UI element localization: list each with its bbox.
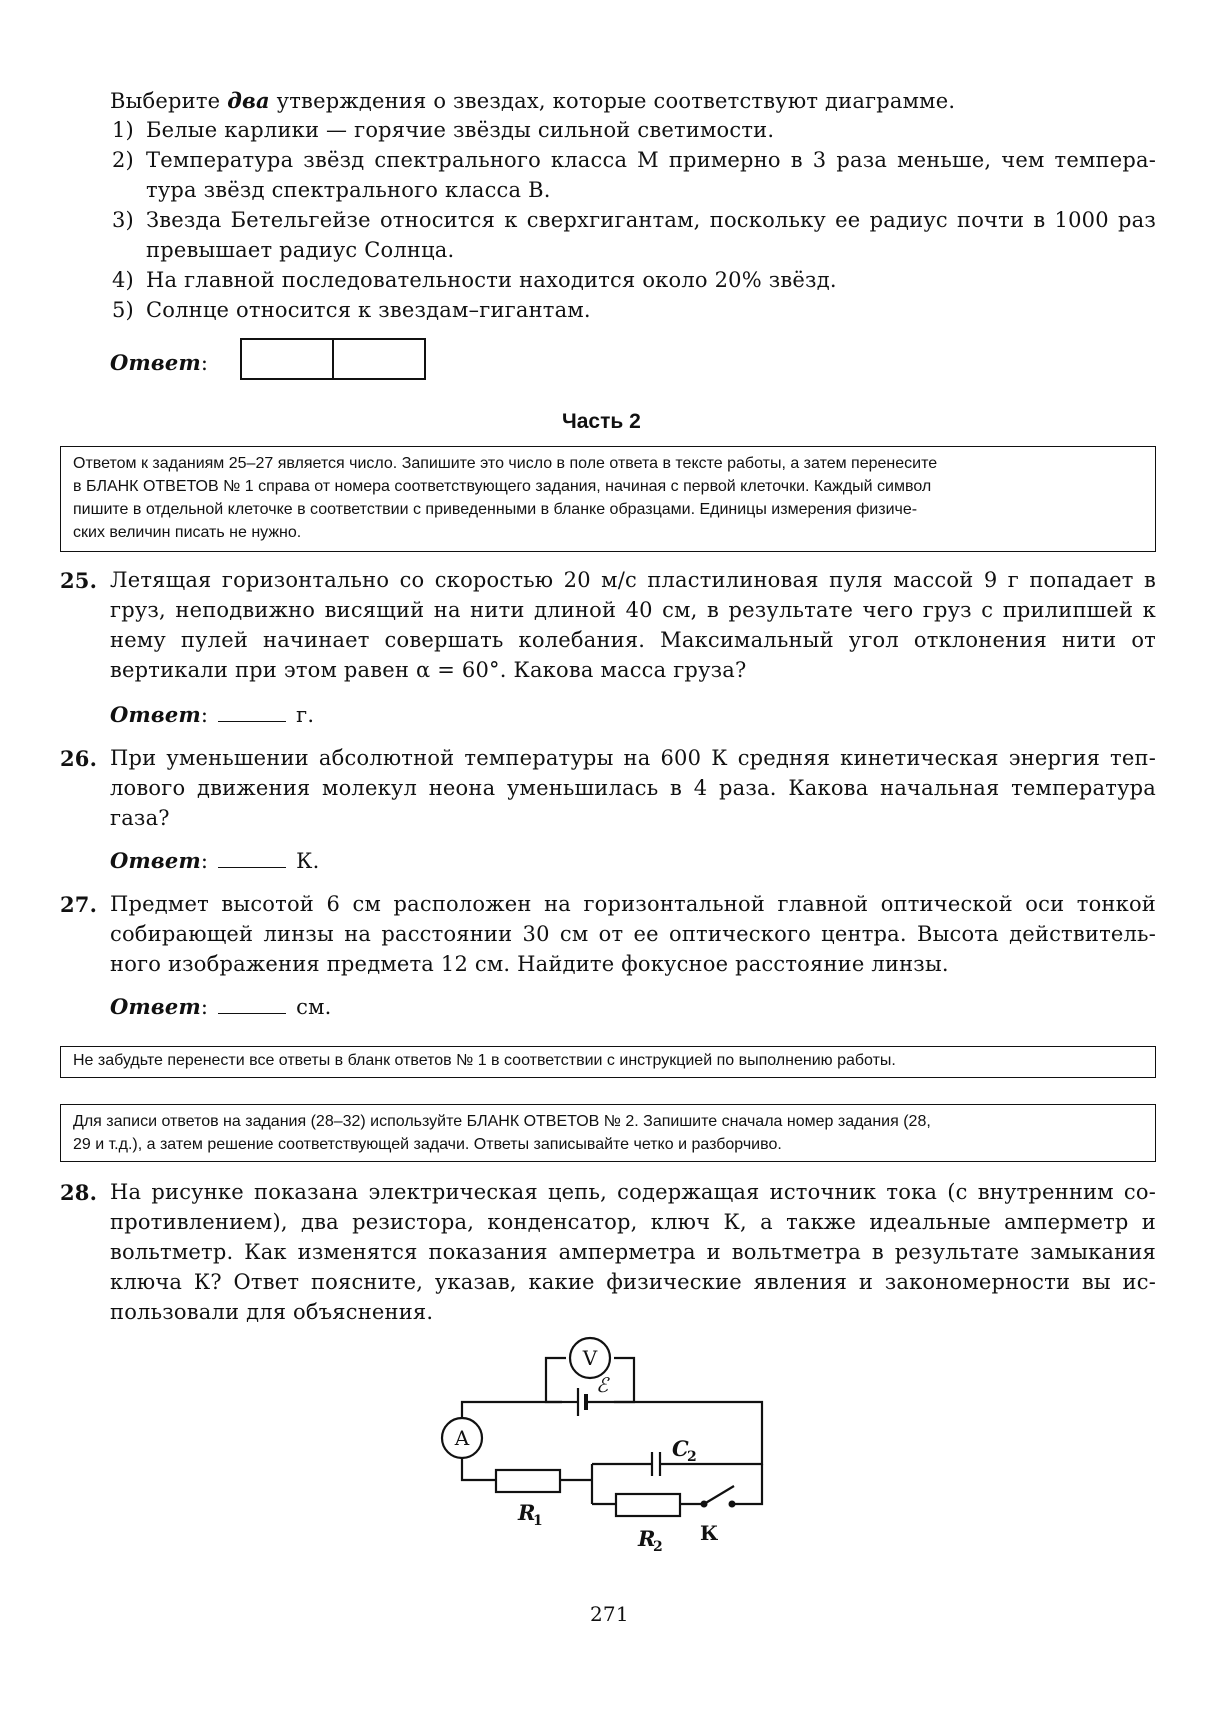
problem-number: 26. bbox=[60, 746, 98, 771]
option-number: 5) bbox=[112, 298, 134, 322]
problem-text: лового движения молекул неона уменьшилась в 4 раза. Какова начальная температура bbox=[110, 776, 1156, 800]
r1-label: R bbox=[518, 1500, 536, 1525]
r2-subscript: 2 bbox=[653, 1539, 663, 1555]
answer-blank[interactable] bbox=[218, 703, 286, 722]
option-text: Белые карлики — горячие звёзды сильной светимости. bbox=[146, 118, 775, 142]
instruction-box bbox=[60, 446, 1156, 552]
problem-text: Летящая горизонтально со скоростью 20 м/с пластилиновая пуля массой 9 г попадает в bbox=[110, 568, 1156, 592]
option-text: превышает радиус Солнца. bbox=[146, 238, 455, 262]
option-text: Звезда Бетельгейзе относится к сверхгигантам, поскольку ее радиус почти в 1000 раз bbox=[146, 208, 1156, 232]
option-number: 4) bbox=[112, 268, 134, 292]
answer-line: Ответ: см. bbox=[110, 994, 332, 1019]
circuit-diagram bbox=[400, 1330, 800, 1590]
key-contact-dot bbox=[729, 1501, 736, 1508]
wire-voltmeter-right bbox=[614, 1358, 634, 1402]
problem-number: 28. bbox=[60, 1180, 98, 1205]
capacitor-label: C bbox=[672, 1436, 689, 1461]
question-intro: Выберите два утверждения о звездах, которые соответствуют диаграмме. bbox=[110, 88, 956, 113]
voltmeter-label: V bbox=[582, 1346, 598, 1370]
option-text: Температура звёзд спектрального класса М примерно в 3 раза меньше, чем темпера- bbox=[146, 148, 1156, 172]
capacitor-subscript: 2 bbox=[687, 1449, 697, 1465]
emf-label: ℰ bbox=[596, 1373, 609, 1397]
r1-subscript: 1 bbox=[533, 1513, 543, 1529]
resistor-r1 bbox=[496, 1470, 560, 1492]
key-contact-dot bbox=[701, 1501, 708, 1508]
answer-cell-1[interactable] bbox=[240, 338, 334, 380]
key-label: К bbox=[700, 1521, 719, 1545]
answer-blank[interactable] bbox=[218, 995, 286, 1014]
answer-line: Ответ: г. bbox=[110, 702, 315, 727]
resistor-r2 bbox=[616, 1494, 680, 1516]
problem-text: вольтметр. Как изменятся показания амперметра и вольтметра в результате замыкания bbox=[110, 1240, 1156, 1264]
answer-line: Ответ: К. bbox=[110, 848, 320, 873]
problem-text: На рисунке показана электрическая цепь, содержащая источник тока (с внутренним со- bbox=[110, 1180, 1156, 1204]
option-text: тура звёзд спектрального класса В. bbox=[146, 178, 551, 202]
instruction-line: Для записи ответов на задания (28–32) используйте БЛАНК ОТВЕТОВ № 2. Запишите сначала номер задания (28, bbox=[73, 1113, 931, 1130]
ammeter-label: A bbox=[454, 1426, 470, 1450]
problem-text: Предмет высотой 6 см расположен на горизонтальной главной оптической оси тонкой bbox=[110, 892, 1156, 916]
problem-text: груз, неподвижно висящий на нити длиной 40 см, в результате чего груз с прилипшей к bbox=[110, 598, 1156, 622]
reminder-box bbox=[60, 1046, 1156, 1078]
wire-top-left bbox=[462, 1402, 562, 1418]
wire-ammeter-down bbox=[462, 1458, 496, 1480]
reminder-text: Не забудьте перенести все ответы в бланк ответов № 1 в соответствии с инструкцией по выполнению работы. bbox=[73, 1052, 896, 1069]
problem-text: нему пулей начинает совершать колебания. Максимальный угол отклонения нити от bbox=[110, 628, 1156, 652]
wire-voltmeter-left bbox=[546, 1358, 566, 1402]
instruction-line: пишите в отдельной клеточке в соответствии с приведенными в бланке образцами. Единицы измерения физиче- bbox=[73, 501, 918, 518]
problem-text: противлением), два резистора, конденсатор, ключ К, а также идеальные амперметр и bbox=[110, 1210, 1156, 1234]
section-heading: Часть 2 bbox=[562, 410, 641, 433]
instruction-box-2 bbox=[60, 1104, 1156, 1162]
option-number: 2) bbox=[112, 148, 134, 172]
option-number: 3) bbox=[112, 208, 134, 232]
problem-text: ключа К? Ответ поясните, указав, какие физические явления и закономерности вы ис- bbox=[110, 1270, 1156, 1294]
option-text: Солнце относится к звездам–гигантам. bbox=[146, 298, 591, 322]
answer-label: Ответ: bbox=[110, 350, 209, 375]
problem-number: 25. bbox=[60, 568, 98, 593]
page-number: 271 bbox=[590, 1602, 629, 1626]
problem-text: собирающей линзы на расстоянии 30 см от ее оптического центра. Высота действитель- bbox=[110, 922, 1156, 946]
problem-text: ного изображения предмета 12 см. Найдите фокусное расстояние линзы. bbox=[110, 952, 949, 976]
problem-text: пользовали для объяснения. bbox=[110, 1300, 434, 1324]
option-number: 1) bbox=[112, 118, 134, 142]
problem-text: При уменьшении абсолютной температуры на 600 К средняя кинетическая энергия теп- bbox=[110, 746, 1156, 770]
instruction-line: Ответом к заданиям 25–27 является число. Запишите это число в поле ответа в тексте работы, а затем перенесите bbox=[73, 455, 938, 472]
answer-cell-2[interactable] bbox=[332, 338, 426, 380]
option-text: На главной последовательности находится около 20% звёзд. bbox=[146, 268, 837, 292]
problem-text: вертикали при этом равен α = 60°. Какова масса груза? bbox=[110, 658, 747, 682]
instruction-line: в БЛАНК ОТВЕТОВ № 1 справа от номера соответствующего задания, начиная с первой клеточки. Каждый символ bbox=[73, 478, 932, 495]
problem-number: 27. bbox=[60, 892, 98, 917]
problem-text: газа? bbox=[110, 806, 170, 830]
r2-label: R bbox=[638, 1526, 656, 1551]
key-switch bbox=[704, 1486, 734, 1504]
wire-key-right bbox=[732, 1464, 762, 1504]
instruction-line: ских величин писать не нужно. bbox=[73, 524, 302, 541]
instruction-line: 29 и т.д.), а затем решение соответствующей задачи. Ответы записывайте четко и разборчиво. bbox=[73, 1136, 782, 1153]
answer-blank[interactable] bbox=[218, 849, 286, 868]
